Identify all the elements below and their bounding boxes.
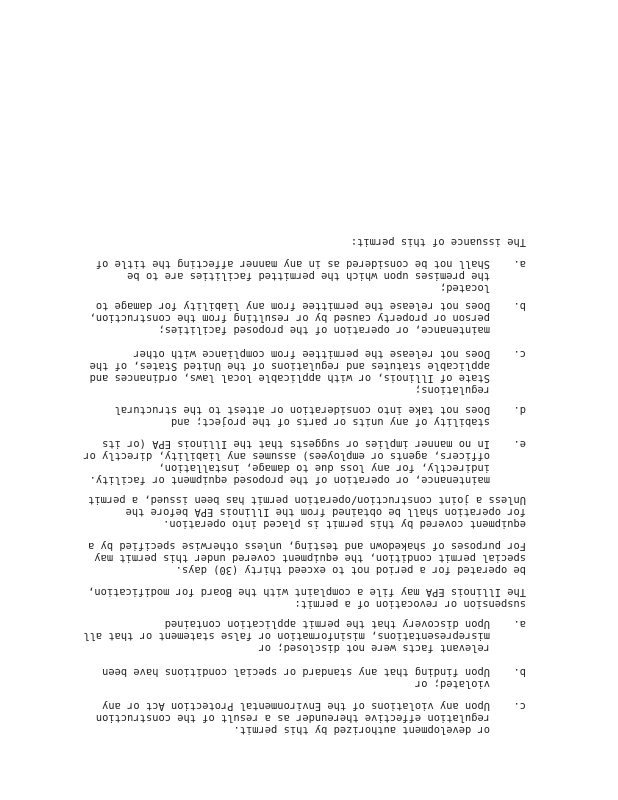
item-label: c.	[513, 348, 526, 360]
paragraph-line: The issuance of this permit:	[350, 236, 526, 248]
item-continuation-line: relevant facts were not disclosed; or	[258, 642, 490, 654]
item-label: b.	[513, 300, 526, 312]
item-label: a.	[513, 618, 526, 630]
paragraph-line: special permit condition, the equipment covered under this permit may	[94, 552, 526, 564]
item-continuation-line: applicable statutes and regulations of the United States, of the	[89, 360, 490, 372]
paragraph-line: be operated for a period not to exceed thirty (30) days.	[175, 564, 526, 576]
item-text-line: In no manner implies or suggests that the Illinois EPA (or its	[102, 438, 490, 450]
item-label: c.	[513, 700, 526, 712]
item-continuation-line: State of Illinois, or with applicable local laws, ordinances and	[89, 372, 490, 384]
paragraph-line: equipment covered by this permit is placed into operation.	[163, 518, 526, 530]
item-continuation-line: person or property caused by or resulting from the construction,	[89, 312, 490, 324]
item-label: a.	[513, 258, 526, 270]
item-label: b.	[513, 666, 526, 678]
item-continuation-line: violated; or	[414, 678, 490, 690]
item-continuation-line: the premises upon which the permitted facilities are to be	[127, 270, 490, 282]
paragraph-line: Unless a joint construction/operation permit has been issued, a permit	[88, 494, 526, 506]
paragraph-line: For purposes of shakedown and testing, unless otherwise specified by a	[88, 540, 526, 552]
item-continuation-line: maintenance, or operation of the proposed equipment or facility.	[89, 474, 490, 486]
item-continuation-line: regulations;	[414, 384, 490, 396]
paragraph-line: The Illinois EPA may file a complaint with the Board for modification,	[88, 586, 526, 598]
paragraph-line: suspension or revocation of a permit:	[294, 598, 526, 610]
paragraph-line: for operation shall be obtained from the Illinois EPA before the	[125, 506, 526, 518]
item-label: d.	[513, 404, 526, 416]
item-continuation-line: misrepresentations, misinformation or false statement or that all	[83, 630, 490, 642]
item-text-line: Shall not be considered as in any manner affecting the title of	[95, 258, 490, 270]
item-text-line: Upon any violations of the Environmental Protection Act or any	[102, 700, 490, 712]
item-continuation-line: regulation effective thereunder as a result of the construction	[95, 712, 490, 724]
item-text-line: Upon discovery that the permit application contained	[164, 618, 490, 630]
item-continuation-line: indirectly, for any loss due to damage, installation,	[158, 462, 490, 474]
item-continuation-line: stability of any units or parts of the project; and	[170, 416, 490, 428]
item-text-line: Upon finding that any standard or special conditions have been	[102, 666, 490, 678]
item-continuation-line: maintenance, or operation of the proposed facilities;	[158, 324, 490, 336]
item-continuation-line: officers, agents or employees) assumes any liability, directly or	[83, 450, 490, 462]
item-continuation-line: or development authorized by this permit.	[233, 724, 490, 736]
item-continuation-line: located;	[439, 282, 490, 294]
item-text-line: Does not release the permittee from any liability for damage to	[95, 300, 490, 312]
item-label: e.	[513, 438, 526, 450]
item-text-line: Does not release the permittee from compliance with other	[133, 348, 490, 360]
item-text-line: Does not take into consideration or attest to the structural	[114, 404, 490, 416]
